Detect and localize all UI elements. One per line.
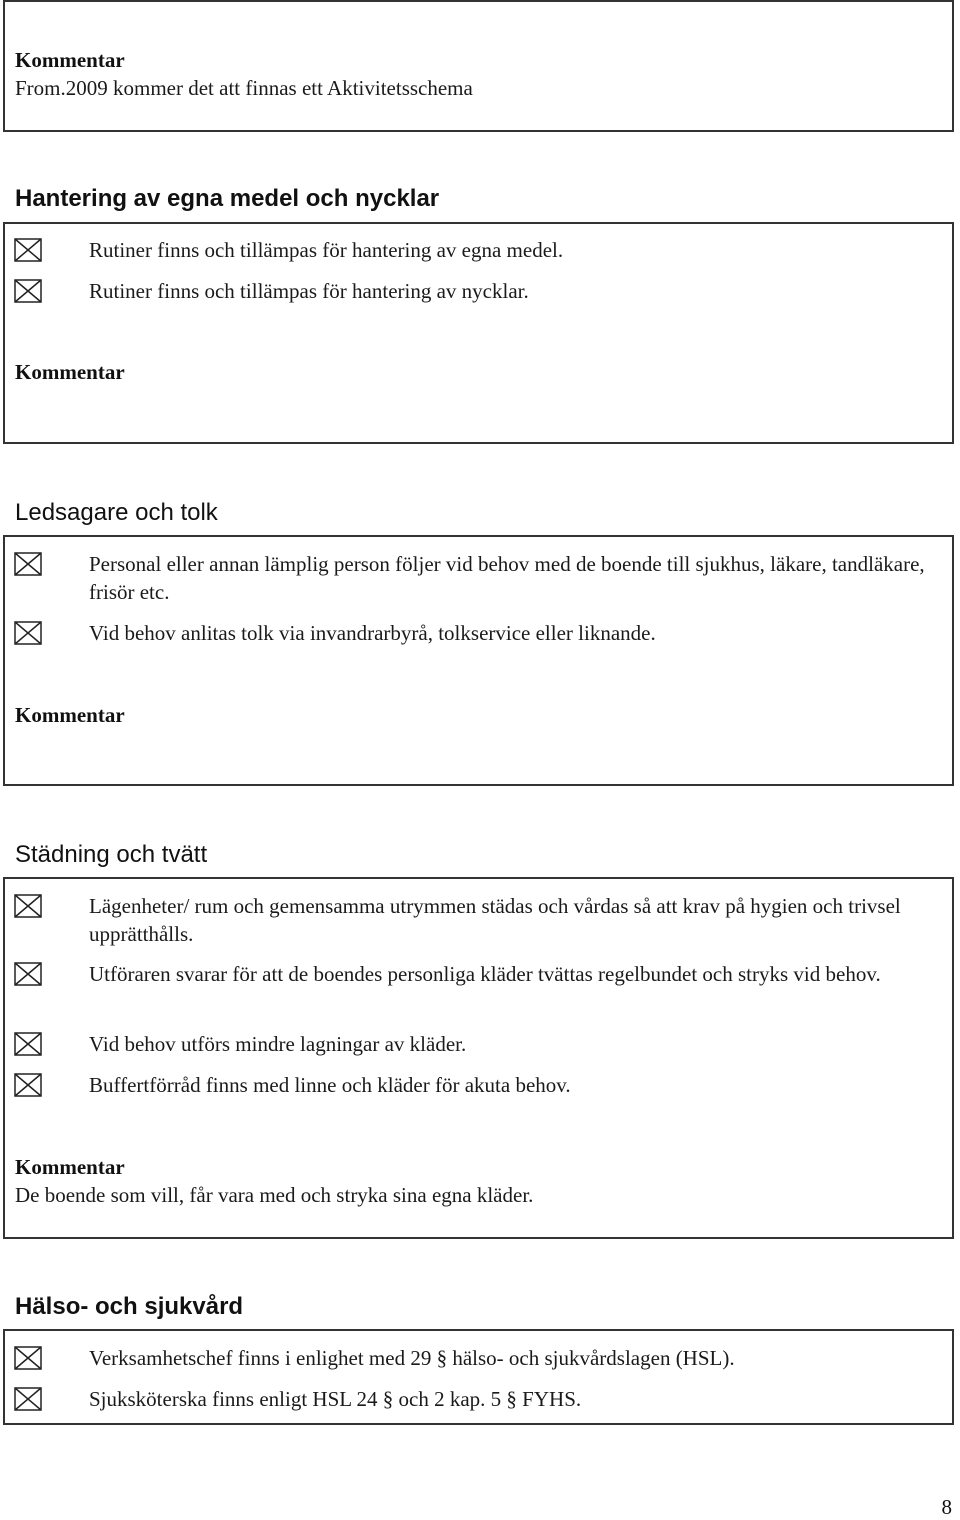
page-number: 8 — [941, 1495, 952, 1519]
checkbox-checked-icon[interactable] — [14, 621, 42, 645]
list-item: Personal eller annan lämplig person följer vid behov med de boende till sjukhus, läkare, tandläkare, frisör etc. — [89, 552, 925, 604]
list-item: Vid behov anlitas tolk via invandrarbyrå, tolkservice eller liknande. — [89, 621, 656, 645]
checkbox-checked-icon[interactable] — [14, 1032, 42, 1056]
checkbox-checked-icon[interactable] — [14, 279, 42, 303]
list-item: Rutiner finns och tillämpas för hantering av nycklar. — [89, 279, 529, 303]
list-item: Lägenheter/ rum och gemensamma utrymmen städas och vårdas så att krav på hygien och trivsel upprätthålls. — [89, 894, 901, 946]
top-comment-box — [3, 0, 954, 132]
comment-text: From.2009 kommer det att finnas ett Aktivitetsschema — [15, 76, 473, 100]
section-title-stadning: Städning och tvätt — [15, 841, 208, 868]
section-title-halso: Hälso- och sjukvård — [15, 1293, 244, 1320]
list-item: Buffertförråd finns med linne och kläder för akuta behov. — [89, 1073, 571, 1097]
list-item: Sjuksköterska finns enligt HSL 24 § och 2 kap. 5 § FYHS. — [89, 1387, 582, 1411]
comment-label: Kommentar — [15, 360, 125, 384]
list-item: Vid behov utförs mindre lagningar av kläder. — [89, 1032, 467, 1056]
list-item: Verksamhetschef finns i enlighet med 29 § hälso- och sjukvårdslagen (HSL). — [89, 1346, 735, 1370]
section-title-ledsagare: Ledsagare och tolk — [15, 499, 218, 526]
checkbox-checked-icon[interactable] — [14, 962, 42, 986]
checkbox-checked-icon[interactable] — [14, 1387, 42, 1411]
checkbox-checked-icon[interactable] — [14, 552, 42, 576]
checkbox-checked-icon[interactable] — [14, 894, 42, 918]
checkbox-checked-icon[interactable] — [14, 238, 42, 262]
checkbox-checked-icon[interactable] — [14, 1346, 42, 1370]
comment-label: Kommentar — [15, 703, 125, 727]
comment-text: De boende som vill, får vara med och stryka sina egna kläder. — [15, 1183, 534, 1207]
comment-label: Kommentar — [15, 48, 125, 72]
list-item: Rutiner finns och tillämpas för hantering av egna medel. — [89, 238, 564, 262]
checkbox-checked-icon[interactable] — [14, 1073, 42, 1097]
list-item: Utföraren svarar för att de boendes personliga kläder tvättas regelbundet och stryks vid behov. — [89, 962, 881, 986]
comment-label: Kommentar — [15, 1155, 125, 1179]
section-title-hantering: Hantering av egna medel och nycklar — [15, 185, 440, 212]
